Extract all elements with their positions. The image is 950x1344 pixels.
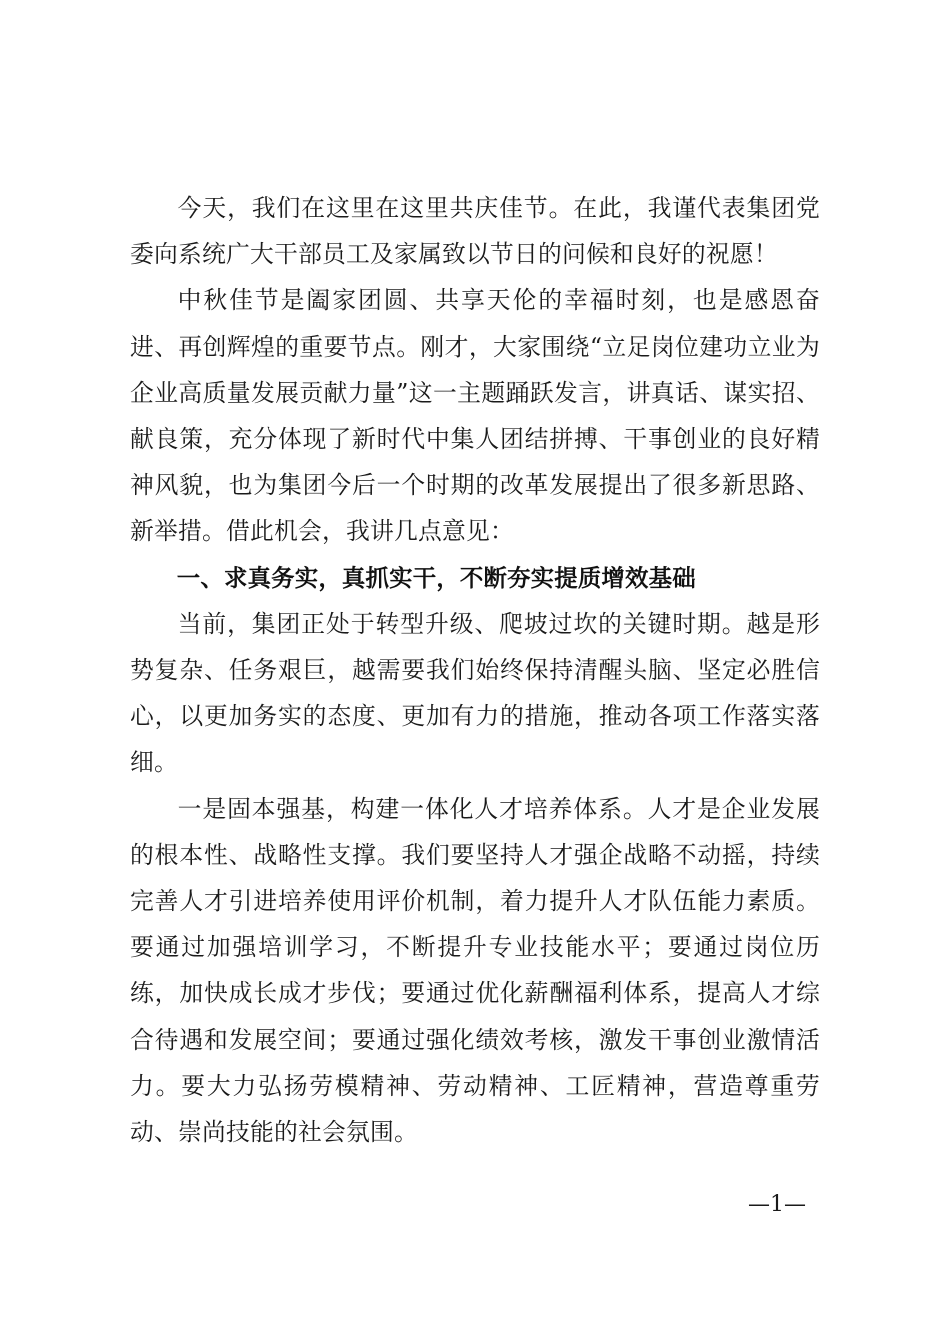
paragraph-mid-autumn: 中秋佳节是阖家团圆、共享天伦的幸福时刻，也是感恩奋进、再创辉煌的重要节点。刚才，大家围绕“立足岗位建功立业为企业高质量发展贡献力量”这一主题踊跃发言，讲真话、谋实招、献良策，充分体现了新时代中集人团结拼搏、干事创业的良好精神风貌，也为集团今后一个时期的改革发展提出了很多新思路、新举措。借此机会，我讲几点意见： bbox=[130, 286, 820, 546]
document-body bbox=[130, 185, 820, 1155]
paragraph-greeting: 今天，我们在这里在这里共庆佳节。在此，我谨代表集团党委向系统广大干部员工及家属致以节日的问候和良好的祝愿！ bbox=[130, 194, 820, 269]
page-number: —1— bbox=[748, 1192, 806, 1217]
paragraph-talent-system: 一是固本强基，构建一体化人才培养体系。人才是企业发展的根本性、战略性支撑。我们要坚持人才强企战略不动摇，持续完善人才引进培养使用评价机制，着力提升人才队伍能力素质。要通过加强培训学习，不断提升专业技能水平；要通过岗位历练，加快成长成才步伐；要通过优化薪酬福利体系，提高人才综合待遇和发展空间；要通过强化绩效考核，激发干事创业激情活力。要大力弘扬劳模精神、劳动精神、工匠精神，营造尊重劳动、崇尚技能的社会氛围。 bbox=[130, 794, 820, 1147]
section-heading-1: 一、求真务实，真抓实干，不断夯实提质增效基础 bbox=[176, 563, 696, 592]
paragraph-current-situation: 当前，集团正处于转型升级、爬坡过坎的关键时期。越是形势复杂、任务艰巨，越需要我们始终保持清醒头脑、坚定必胜信心，以更加务实的态度、更加有力的措施，推动各项工作落实落细。 bbox=[130, 609, 820, 777]
